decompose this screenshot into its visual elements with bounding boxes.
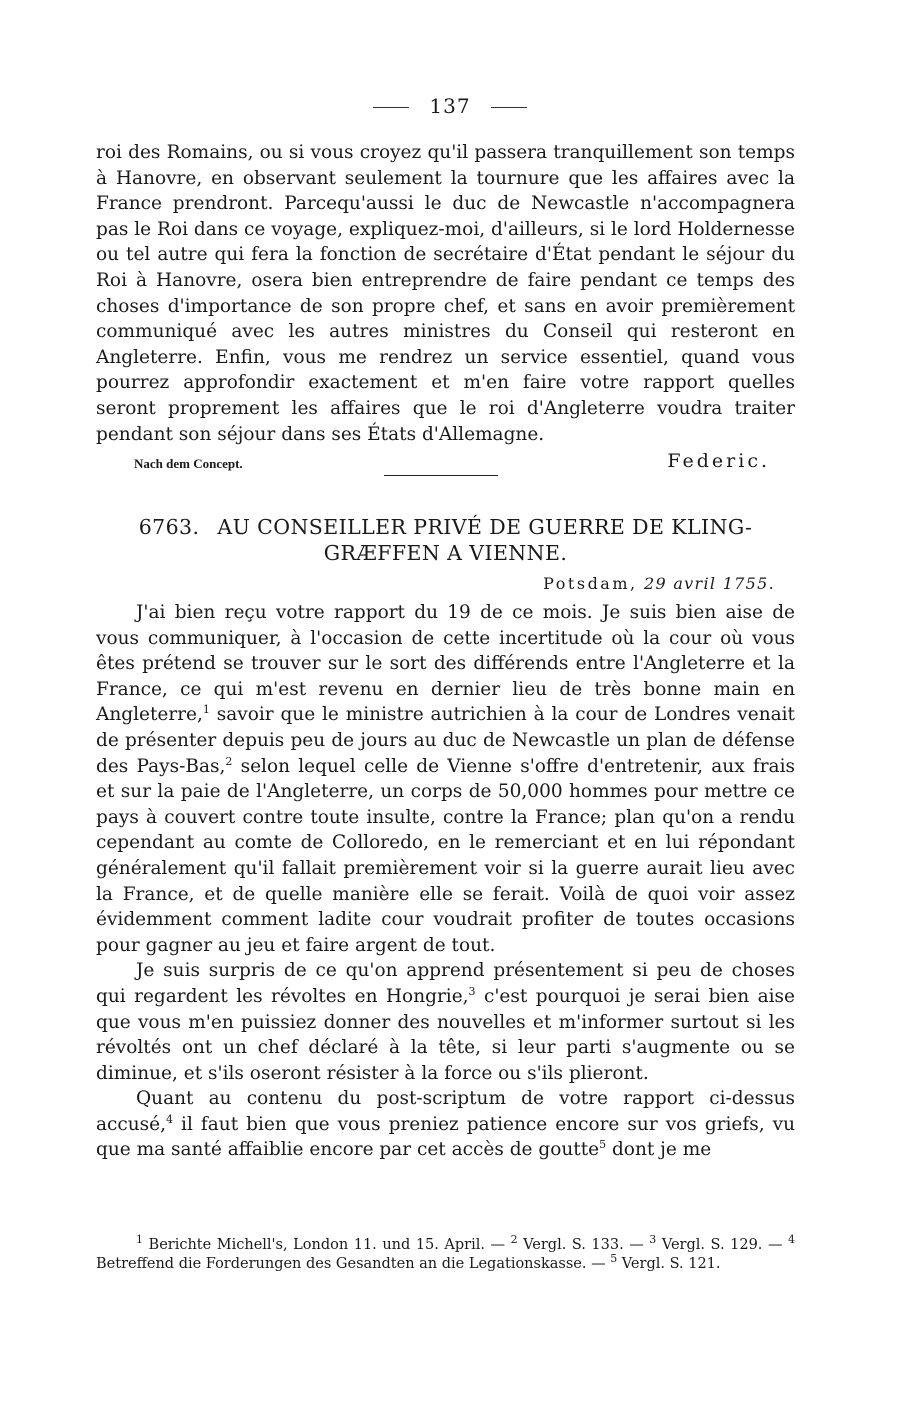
footnote-run: Berichte Michell's, London 11. und 15. April. —	[143, 1237, 511, 1253]
heading-text-1: AU CONSEILLER PRIVÉ DE GUERRE DE KLING-	[217, 515, 753, 539]
text-run: dont je me	[606, 1139, 712, 1161]
text-run: c'est pourquoi je serai bien aise que vous m'en puissiez donner des nouvelles et m'informer surtout si les révoltés ont un chef déclaré à la tête, si leur parti s'augmente ou se diminue, et s'ils oseront résister à la force ou s'ils plieront.	[96, 985, 795, 1084]
footnote-run: Betreffend die Forderungen des Gesandten an die Legationskasse. —	[96, 1256, 611, 1272]
text-run: il faut bien que vous preniez patience encore sur vos griefs, vu que ma santé affaiblie encore par cet accès de goutte	[96, 1113, 795, 1161]
intro-paragraph	[96, 140, 795, 447]
footnote-marker-5: 5	[610, 1252, 618, 1266]
section-divider	[384, 475, 498, 476]
signature: Federic.	[667, 450, 770, 472]
letter-heading	[96, 514, 795, 566]
heading-line-1	[96, 514, 795, 540]
text-run: savoir que le ministre autrichien à la cour de Londres venait de présenter depuis peu de jours au duc de Newcastle un plan de défense des Pays-Bas,	[96, 704, 795, 777]
footnote-ref-1: 1	[202, 703, 210, 717]
footnote-text	[96, 1233, 795, 1274]
dateline	[543, 574, 775, 593]
text-run: Quant au contenu du post-scriptum de votre rapport ci-dessus accusé,	[96, 1088, 795, 1135]
dateline-place: Potsdam,	[543, 574, 638, 593]
page-number-dash-right	[491, 107, 527, 108]
signature-row	[96, 450, 770, 476]
footnote-ref-4: 4	[166, 1112, 173, 1126]
text-run: J'ai bien reçu votre rapport du 19 de ce mois. Je suis bien aise de vous communiquer, à l'occasion de cette incertitude où la cour où vous êtes prétend se trouver sur le sort des différends entre l'Angleterre et la France, ce qui m'est revenu en dernier lieu de très bonne main en Angleterre,	[96, 602, 795, 726]
footnote-ref-5: 5	[599, 1138, 607, 1152]
footnote-marker-3: 3	[649, 1233, 657, 1247]
page-number-dash-left	[373, 107, 409, 108]
letter-body	[96, 600, 795, 1163]
page-number	[0, 94, 900, 118]
footnote-marker-2: 2	[510, 1233, 518, 1247]
letter-paragraph-2	[96, 958, 795, 1086]
heading-text-2: GRÆFFEN A VIENNE.	[323, 541, 568, 565]
letter-paragraph-1	[96, 600, 795, 958]
footnotes	[96, 1233, 795, 1274]
footnote-run: Vergl. S. 133. —	[517, 1237, 650, 1253]
footnote-run: Vergl. S. 121.	[617, 1256, 721, 1272]
letter-paragraph-3	[96, 1086, 795, 1163]
text-run: selon lequel celle de Vienne s'offre d'entretenir, aux frais et sur la paie de l'Angleterre, un corps de 50,000 hommes pour mettre ce pays à couvert contre toute insulte, contre la France; plan qu'on a rendu cependant au comte de Colloredo, en le remerciant et en lui répondant généralement qu'il fallait premièrement voir si la guerre aurait lieu avec la France, et de quelle manière elle se ferait. Voilà de quoi voir assez évidemment comment ladite cour voudrait profiter de toutes occasions pour gagner au jeu et faire argent de tout.	[96, 755, 795, 956]
footnote-marker-1: 1	[136, 1233, 143, 1247]
source-note: Nach dem Concept.	[134, 456, 243, 471]
dateline-date: 29 avril 1755.	[644, 574, 775, 593]
footnote-marker-4: 4	[788, 1233, 795, 1247]
intro-paragraph-text: roi des Romains, ou si vous croyez qu'il passera tranquillement son temps à Hanovre, en observant seulement la tournure que les affaires avec la France prendront. Parcequ'aussi le duc de Newcastle n'accompagnera pas le Roi dans ce voyage, expliquez-moi, d'ailleurs, si le lord Holdernesse ou tel autre qui fera la fonction de secrétaire d'État pendant le séjour du Roi à Hanovre, osera bien entreprendre de faire pendant ce temps des choses d'importance de son propre chef, et sans en avoir premièrement communiqué avec les autres ministres du Conseil qui resteront en Angleterre. Enfin, vous me rendrez un service essentiel, quand vous pourrez approfondir exactement et m'en faire votre rapport quelles seront proprement les affaires que le roi d'Angleterre voudra traiter pendant son séjour dans ses États d'Allemagne.	[96, 142, 795, 445]
footnote-run: Vergl. S. 129. —	[656, 1237, 788, 1253]
text-run: Je suis surpris de ce qu'on apprend présentement si peu de choses qui regardent les révoltes en Hongrie,	[96, 960, 795, 1007]
letter-number: 6763.	[138, 515, 200, 539]
footnote-ref-3: 3	[468, 984, 476, 998]
footnote-ref-2: 2	[225, 754, 233, 768]
page-number-value: 137	[429, 94, 471, 118]
